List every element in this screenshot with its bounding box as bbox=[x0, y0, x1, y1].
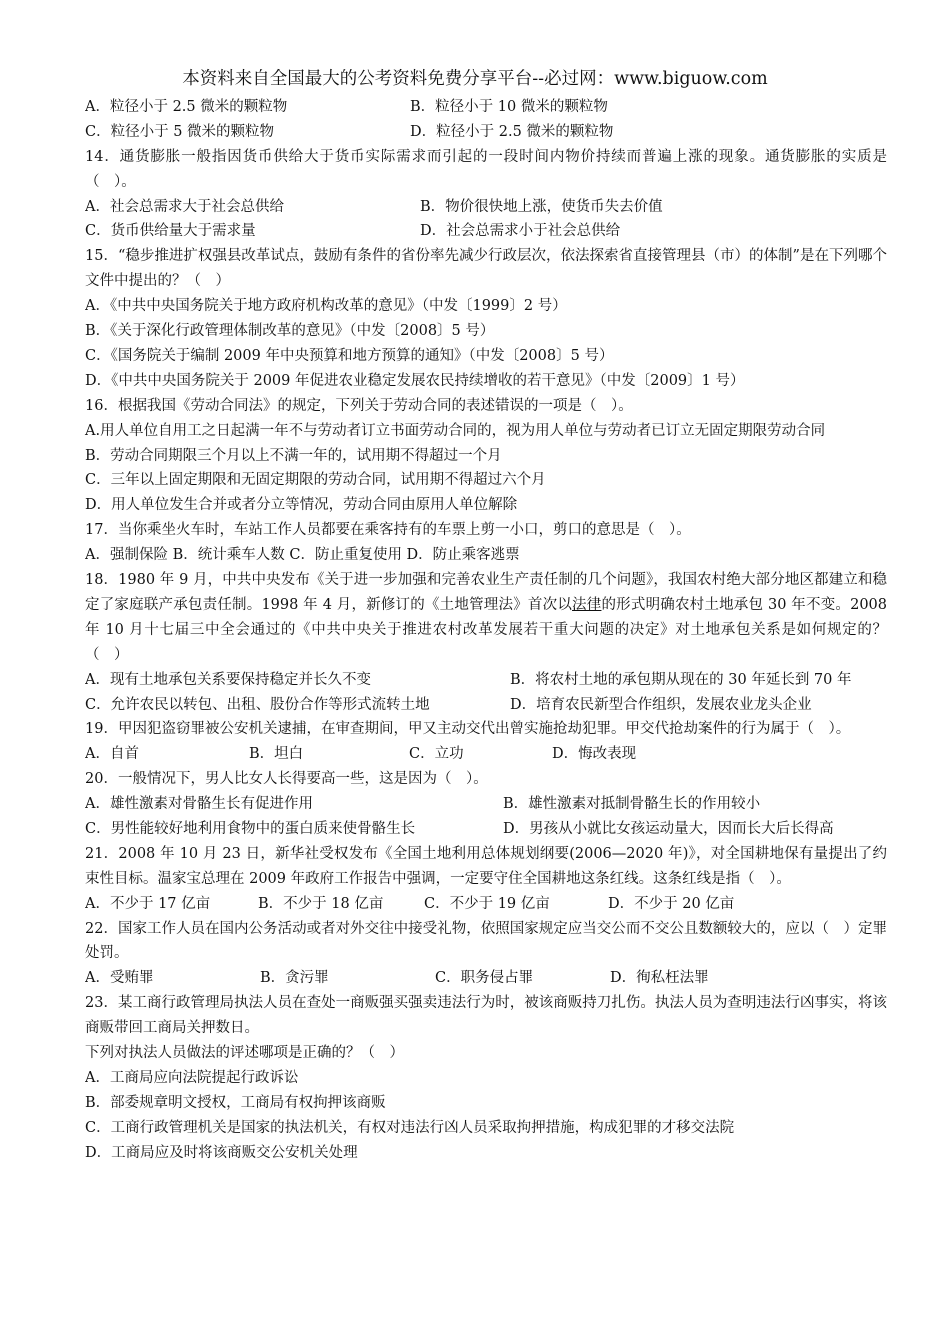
q23-option-a: A．工商局应向法院提起行政诉讼 bbox=[85, 1069, 299, 1086]
q21-option-c: C．不少于 19 亿亩 bbox=[424, 895, 550, 912]
q13-options-row-1 bbox=[85, 95, 887, 120]
q18-option-d: D．培育农民新型合作组织，发展农业龙头企业 bbox=[510, 696, 812, 713]
q22-option-d: D．徇私枉法罪 bbox=[610, 970, 709, 987]
q20-option-d: D．男孩从小就比女孩运动量大，因而长大后长得高 bbox=[503, 820, 834, 837]
q19-stem: 19．甲因犯盗窃罪被公安机关逮捕，在审查期间，甲又主动交代出曾实施抢劫犯罪。甲交代抢劫案件的行为属于（ ）。 bbox=[85, 721, 851, 738]
q17-options: A．强制保险 B．统计乘车人数 C．防止重复使用 D．防止乘客逃票 bbox=[85, 547, 520, 564]
q23-question: 下列对执法人员做法的评述哪项是正确的？（ ） bbox=[85, 1045, 404, 1062]
q16-stem: 16．根据我国《劳动合同法》的规定，下列关于劳动合同的表述错误的一项是（ ）。 bbox=[85, 397, 633, 414]
q21-stem: 21．2008 年 10 月 23 日，新华社受权发布《全国土地利用总体规划纲要(2006—2020 年)》，对全国耕地保有量提出了约束性目标。温家宝总理在 2009 年政府工作报告中强调，一定要守住全国耕地这条红线。这条红线是指（ ）。 bbox=[85, 845, 887, 887]
q14-stem: 14．通货膨胀一般指因货币供给大于货币实际需求而引起的一段时间内物价持续而普遍上涨的现象。通货膨胀的实质是（ ）。 bbox=[85, 148, 887, 190]
q23-option-b: B．部委规章明文授权，工商局有权拘押该商贩 bbox=[85, 1094, 386, 1111]
q23-option-c: C．工商行政管理机关是国家的执法机关，有权对违法行凶人员采取拘押措施，构成犯罪的才移交法院 bbox=[85, 1119, 735, 1136]
q23-stem: 23．某工商行政管理局执法人员在查处一商贩强买强卖违法行为时，被该商贩持刀扎伤。执法人员为查明违法行凶事实，将该商贩带回工商局关押数日。 bbox=[85, 995, 887, 1037]
q16-option-c: C．三年以上固定期限和无固定期限的劳动合同，试用期不得超过六个月 bbox=[85, 472, 546, 489]
q18-stem-after: 的形式明确农村土地承包 30 年不变。2008 年 10 月十七届三中全会通过的《中共中央关于推进农村改革发展若干重大问题的决定》对土地承包关系是如何规定的？（ ） bbox=[85, 596, 888, 663]
q13-option-b: B．粒径小于 10 微米的颗粒物 bbox=[410, 99, 608, 115]
q22-option-a: A．受贿罪 bbox=[85, 970, 154, 987]
q21-option-a: A．不少于 17 亿亩 bbox=[85, 895, 211, 912]
q20-options-row-1 bbox=[85, 792, 887, 817]
q20-option-c: C．男性能较好地利用食物中的蛋白质来使骨骼生长 bbox=[85, 820, 416, 837]
q21-option-d: D．不少于 20 亿亩 bbox=[608, 895, 735, 912]
q18-stem-before: 18．1980 年 9 月，中共中央发布《关于进一步加强和完善农业生产责任制的几个问题》，我国农村绝大部分地区都建立和稳定了家庭联产承包责任制。1998 年 4 月，新修订的《土地管理法》首次以 bbox=[85, 572, 887, 613]
q19-option-d: D．悔改表现 bbox=[552, 746, 637, 763]
q15-option-a: A．《中共中央国务院关于地方政府机构改革的意见》（中发〔1999〕2 号） bbox=[85, 298, 567, 315]
q13-option-c: C．粒径小于 5 微米的颗粒物 bbox=[85, 123, 275, 140]
q20-options-row-2 bbox=[85, 817, 887, 842]
q15-option-d: D．《中共中央国务院关于 2009 年促进农业稳定发展农民持续增收的若干意见》（中发〔2009〕1 号） bbox=[85, 372, 745, 389]
q13-options-row-2 bbox=[85, 120, 887, 145]
q14-options-row-2 bbox=[85, 219, 887, 244]
q19-option-a: A．自首 bbox=[85, 746, 139, 763]
question-content bbox=[85, 95, 887, 1166]
q18-options-row-2 bbox=[85, 693, 887, 718]
q18-option-a: A．现有土地承包关系要保持稳定并长久不变 bbox=[85, 671, 371, 688]
q21-options-row bbox=[85, 892, 887, 917]
q22-stem: 22．国家工作人员在国内公务活动或者对外交往中接受礼物，依照国家规定应当交公而不交公且数额较大的，应以（ ）定罪处罚。 bbox=[85, 920, 887, 962]
q18-stem bbox=[85, 568, 887, 668]
q13-option-a: A．粒径小于 2.5 微米的颗粒物 bbox=[85, 99, 288, 115]
q18-option-b: B．将农村土地的承包期从现在的 30 年延长到 70 年 bbox=[510, 671, 852, 688]
q20-stem: 20．一般情况下，男人比女人长得要高一些，这是因为（ ）。 bbox=[85, 771, 488, 788]
q14-option-b: B．物价很快地上涨，使货币失去价值 bbox=[420, 198, 663, 215]
q15-stem: 15．“稳步推进扩权强县改革试点，鼓励有条件的省份率先减少行政层次，依法探索省直接管理县（市）的体制”是在下列哪个文件中提出的？（ ） bbox=[85, 248, 887, 290]
page-header: 本资料来自全国最大的公考资料免费分享平台--必过网：www.biguow.com bbox=[182, 69, 768, 89]
q20-option-a: A．雄性激素对骨骼生长有促进作用 bbox=[85, 796, 313, 813]
q15-option-c: C．《国务院关于编制 2009 年中央预算和地方预算的通知》（中发〔2008〕5 号） bbox=[85, 347, 614, 364]
q18-options-row-1 bbox=[85, 668, 887, 693]
q21-option-b: B．不少于 18 亿亩 bbox=[258, 895, 384, 912]
q14-option-a: A．社会总需求大于社会总供给 bbox=[85, 198, 284, 215]
q15-option-b: B．《关于深化行政管理体制改革的意见》（中发〔2008〕5 号） bbox=[85, 323, 495, 340]
q19-option-b: B．坦白 bbox=[249, 746, 304, 763]
q19-option-c: C．立功 bbox=[409, 746, 464, 763]
q22-option-b: B．贪污罪 bbox=[260, 970, 329, 987]
q18-stem-underlined: 法律 bbox=[572, 596, 602, 613]
q14-options-row-1 bbox=[85, 195, 887, 220]
q14-option-c: C．货币供给量大于需求量 bbox=[85, 223, 256, 240]
q14-option-d: D．社会总需求小于社会总供给 bbox=[420, 223, 621, 240]
q16-option-b: B．劳动合同期限三个月以上不满一年的，试用期不得超过一个月 bbox=[85, 447, 502, 464]
q17-stem: 17．当你乘坐火车时，车站工作人员都要在乘客持有的车票上剪一小口，剪口的意思是（ ）。 bbox=[85, 522, 691, 539]
q22-options-row bbox=[85, 966, 887, 991]
q20-option-b: B．雄性激素对抵制骨骼生长的作用较小 bbox=[503, 796, 761, 813]
q22-option-c: C．职务侵占罪 bbox=[435, 970, 534, 987]
q19-options-row bbox=[85, 742, 887, 767]
q13-option-d: D．粒径小于 2.5 微米的颗粒物 bbox=[410, 123, 614, 140]
q23-option-d: D．工商局应及时将该商贩交公安机关处理 bbox=[85, 1144, 358, 1161]
q16-option-d: D．用人单位发生合并或者分立等情况，劳动合同由原用人单位解除 bbox=[85, 497, 518, 514]
q16-option-a: A.用人单位自用工之日起满一年不与劳动者订立书面劳动合同的，视为用人单位与劳动者已订立无固定期限劳动合同 bbox=[85, 422, 826, 439]
q18-option-c: C．允许农民以转包、出租、股份合作等形式流转土地 bbox=[85, 696, 430, 713]
